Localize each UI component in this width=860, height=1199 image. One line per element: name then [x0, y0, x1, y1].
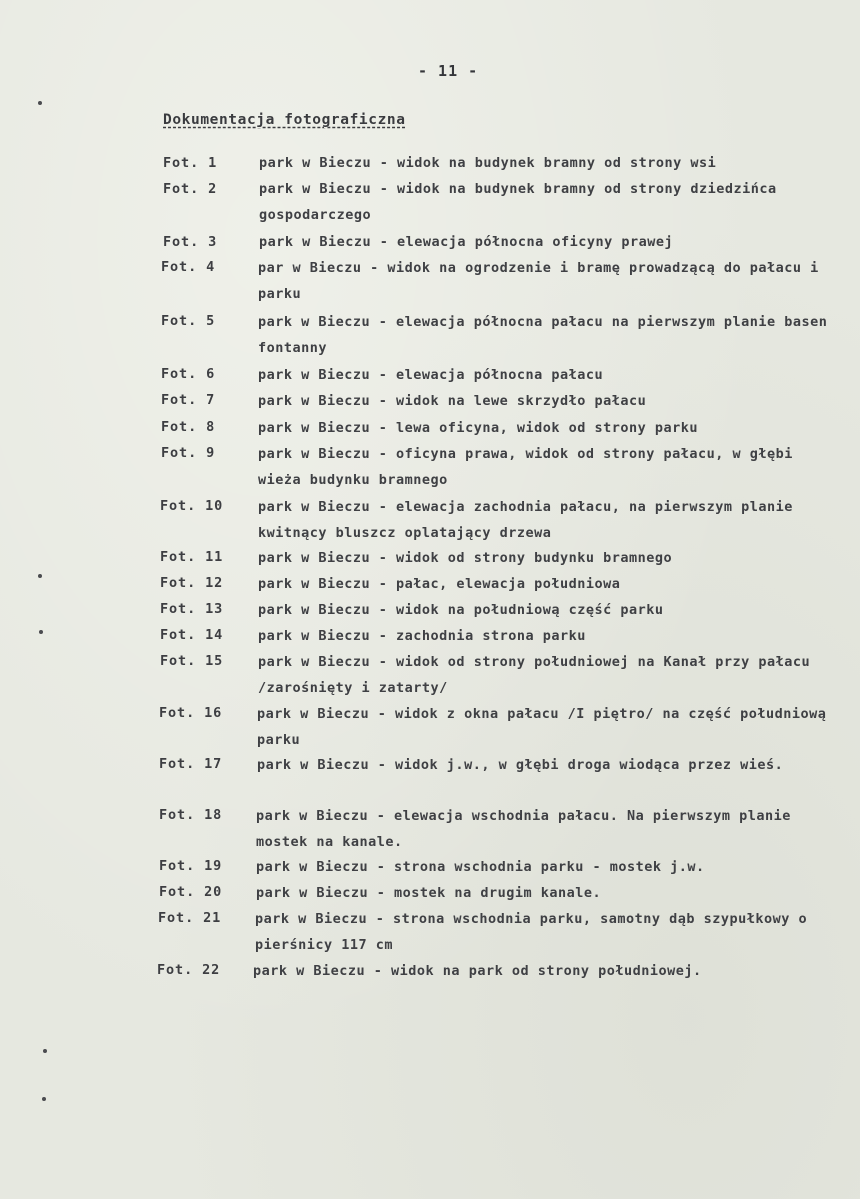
photo-label: Fot. 14 [160, 627, 224, 643]
photo-description: park w Bieczu - elewacja wschodnia pałacu. Na pierwszym planie mostek na kanale. [256, 808, 791, 850]
photo-label: Fot. 18 [159, 807, 223, 823]
photo-label: Fot. 10 [160, 498, 224, 514]
margin-mark [43, 1049, 47, 1053]
photo-description: park w Bieczu - elewacja północna pałacu [258, 367, 604, 383]
photo-label: Fot. 13 [160, 601, 224, 617]
photo-description: park w Bieczu - widok na południową część parku [258, 602, 664, 618]
photo-description: park w Bieczu - widok od strony budynku bramnego [258, 550, 673, 566]
photo-description: park w Bieczu - widok od strony południowej na Kanał przy pałacu /zarośnięty i zatarty/ [258, 654, 811, 696]
photo-label: Fot. 7 [161, 392, 216, 408]
photo-label: Fot. 8 [161, 419, 216, 435]
photo-label: Fot. 9 [161, 445, 216, 461]
photo-description: park w Bieczu - widok z okna pałacu /I piętro/ na część południową parku [257, 706, 827, 748]
photo-description: park w Bieczu - strona wschodnia parku - mostek j.w. [256, 859, 705, 875]
photo-label: Fot. 20 [159, 884, 223, 900]
photo-label: Fot. 6 [161, 366, 216, 382]
document-title: Dokumentacja fotograficzna [163, 112, 406, 128]
margin-mark [38, 101, 42, 105]
margin-mark [42, 1097, 46, 1101]
photo-label: Fot. 3 [163, 234, 218, 250]
photo-description: park w Bieczu - widok j.w., w głębi droga wiodąca przez wieś. [257, 757, 784, 773]
margin-mark [39, 630, 43, 634]
photo-description: park w Bieczu - widok na budynek bramny od strony dziedzińca gospodarczego [259, 181, 777, 223]
photo-description: park w Bieczu - elewacja zachodnia pałacu, na pierwszym planie kwitnący bluszcz oplatający drzewa [258, 499, 793, 541]
photo-label: Fot. 19 [159, 858, 223, 874]
photo-description: park w Bieczu - lewa oficyna, widok od strony parku [258, 420, 699, 436]
photo-label: Fot. 5 [161, 313, 216, 329]
photo-description: park w Bieczu - elewacja północna pałacu na pierwszym planie basen fontanny [258, 314, 828, 356]
photo-description: park w Bieczu - widok na park od strony południowej. [253, 963, 702, 979]
margin-mark [38, 574, 42, 578]
page-number: - 11 - [418, 62, 479, 80]
photo-description: park w Bieczu - mostek na drugim kanale. [256, 885, 602, 901]
photo-label: Fot. 17 [159, 756, 223, 772]
photo-description: park w Bieczu - zachodnia strona parku [258, 628, 586, 644]
photo-description: par w Bieczu - widok na ogrodzenie i bramę prowadzącą do pałacu i parku [258, 260, 819, 302]
photo-label: Fot. 4 [161, 259, 216, 275]
photo-description: park w Bieczu - pałac, elewacja południowa [258, 576, 621, 592]
photo-label: Fot. 15 [160, 653, 224, 669]
photo-label: Fot. 12 [160, 575, 224, 591]
photo-label: Fot. 16 [159, 705, 223, 721]
photo-description: park w Bieczu - oficyna prawa, widok od strony pałacu, w głębi wieża budynku bramnego [258, 446, 793, 488]
photo-label: Fot. 22 [157, 962, 221, 978]
photo-label: Fot. 21 [158, 910, 222, 926]
photo-label: Fot. 1 [163, 155, 218, 171]
photo-description: park w Bieczu - elewacja północna oficyny prawej [259, 234, 674, 250]
photo-description: park w Bieczu - strona wschodnia parku, samotny dąb szypułkowy o pierśnicy 117 cm [255, 911, 808, 953]
photo-label: Fot. 11 [160, 549, 224, 565]
photo-label: Fot. 2 [163, 181, 218, 197]
photo-description: park w Bieczu - widok na budynek bramny od strony wsi [259, 155, 717, 171]
photo-description: park w Bieczu - widok na lewe skrzydło pałacu [258, 393, 647, 409]
